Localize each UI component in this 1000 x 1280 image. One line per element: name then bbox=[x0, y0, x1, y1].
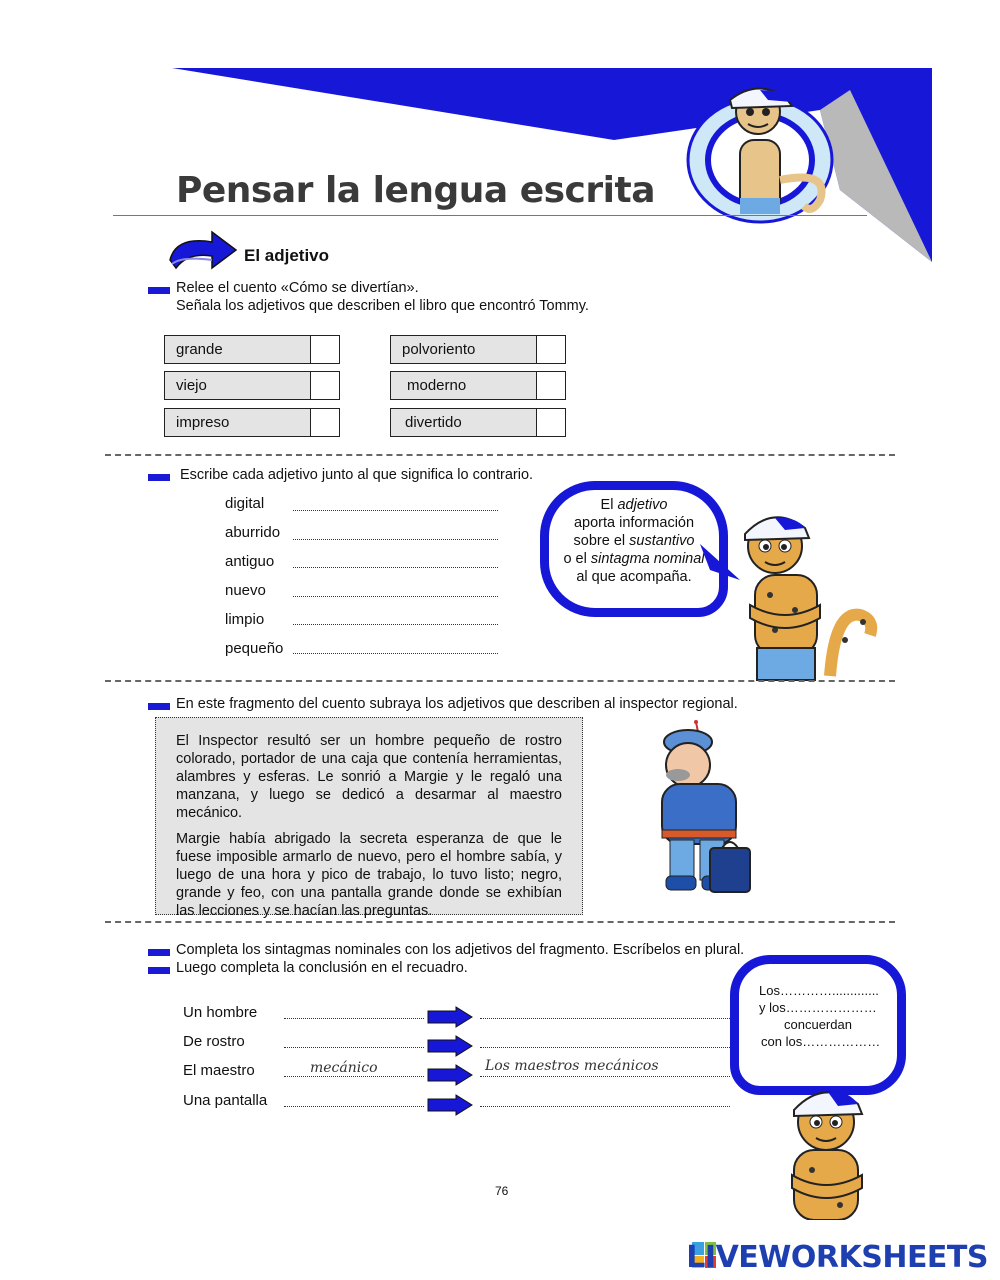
story-fragment-box bbox=[155, 717, 583, 919]
option-label: viejo bbox=[165, 372, 311, 399]
bubble-text: sintagma nominal bbox=[590, 551, 705, 567]
arrow-right-icon bbox=[426, 1064, 474, 1086]
exercise2-instruction: Escribe cada adjetivo junto al que significa lo contrario. bbox=[180, 467, 534, 483]
plural-blank[interactable] bbox=[480, 1106, 730, 1107]
option-label: divertido bbox=[391, 409, 537, 436]
option-label: grande bbox=[165, 336, 311, 363]
title-divider bbox=[113, 215, 867, 216]
section-divider bbox=[105, 921, 895, 923]
example-adjective: mecánico bbox=[310, 1060, 378, 1076]
bullet-marker bbox=[148, 949, 170, 956]
option-label: moderno bbox=[391, 372, 537, 399]
option-impreso bbox=[164, 408, 340, 437]
antonym-word: antiguo bbox=[225, 553, 275, 570]
story-paragraph[interactable]: Margie había abrigado la secreta esperanza de que le fuese imposible armarlo de nuevo, pero el hombre sabía, y luego de una hora y pico de trabajo, lo tuvo listo; negro, grande y feo, con una pantalla grande donde se exhibían las lecciones y se hacían las preguntas. bbox=[176, 831, 562, 919]
answer-line[interactable] bbox=[293, 539, 498, 540]
bubble-text: sobre el bbox=[573, 533, 630, 549]
phrase-label: Una pantalla bbox=[183, 1092, 268, 1109]
bubble-text: aporta información bbox=[573, 515, 695, 531]
bullet-marker bbox=[148, 703, 170, 710]
answer-line[interactable] bbox=[293, 624, 498, 625]
answer-line[interactable] bbox=[293, 596, 498, 597]
plural-blank[interactable] bbox=[480, 1018, 730, 1019]
example-plural: Los maestros mecánicos bbox=[485, 1058, 659, 1074]
section-heading: El adjetivo bbox=[244, 246, 330, 265]
adjective-blank[interactable] bbox=[284, 1018, 424, 1019]
phrase-label: Un hombre bbox=[183, 1004, 258, 1021]
adjective-blank[interactable] bbox=[284, 1047, 424, 1048]
answer-line[interactable] bbox=[293, 567, 498, 568]
phrase-label: De rostro bbox=[183, 1033, 245, 1050]
bubble-text: sustantivo bbox=[629, 533, 695, 549]
jaguar-mascot-icon bbox=[725, 500, 890, 682]
bubble-text: El bbox=[600, 497, 618, 513]
header-banner bbox=[0, 0, 1000, 280]
answer-line[interactable] bbox=[293, 653, 498, 654]
arrow-right-icon bbox=[426, 1006, 474, 1028]
arrow-right-icon bbox=[426, 1094, 474, 1116]
option-label: impreso bbox=[165, 409, 311, 436]
antonym-word: limpio bbox=[225, 611, 265, 628]
option-checkbox[interactable] bbox=[537, 336, 565, 363]
option-polvoriento bbox=[390, 335, 566, 364]
inspector-icon bbox=[648, 720, 763, 900]
antonym-word: digital bbox=[225, 495, 265, 512]
option-checkbox[interactable] bbox=[537, 372, 565, 399]
exercise3-instruction: En este fragmento del cuento subraya los adjetivos que describen al inspector regional. bbox=[176, 696, 738, 712]
page-title: Pensar la lengua escrita bbox=[176, 170, 655, 211]
option-grande bbox=[164, 335, 340, 364]
arrow-icon bbox=[166, 230, 238, 272]
exercise4-line1: Completa los sintagmas nominales con los adjetivos del fragmento. Escríbelos en plural. bbox=[176, 942, 745, 958]
bullet-marker bbox=[148, 967, 170, 974]
option-checkbox[interactable] bbox=[311, 372, 339, 399]
conclusion-text[interactable]: con los……………… bbox=[761, 1034, 881, 1049]
option-divertido bbox=[390, 408, 566, 437]
bullet-marker bbox=[148, 287, 170, 294]
option-viejo bbox=[164, 371, 340, 400]
option-label: polvoriento bbox=[391, 336, 537, 363]
bubble-text: adjetivo bbox=[617, 497, 668, 513]
bullet-marker bbox=[148, 474, 170, 481]
plural-blank bbox=[480, 1076, 730, 1077]
brand-logo[interactable]: LIVEWORKSHEETS bbox=[686, 1240, 988, 1275]
bubble-text: o el bbox=[563, 551, 591, 567]
answer-line[interactable] bbox=[293, 510, 498, 511]
option-checkbox[interactable] bbox=[537, 409, 565, 436]
exercise4-line2: Luego completa la conclusión en el recuadro. bbox=[176, 960, 468, 976]
option-checkbox[interactable] bbox=[311, 409, 339, 436]
page-number: 76 bbox=[495, 1184, 509, 1198]
exercise1-line2: Señala los adjetivos que describen el libro que encontró Tommy. bbox=[176, 298, 589, 314]
exercise1-line1: Relee el cuento «Cómo se divertían». bbox=[176, 280, 419, 296]
adjective-blank[interactable] bbox=[284, 1106, 424, 1107]
jaguar-mascot-icon bbox=[782, 1080, 872, 1220]
conclusion-speech-bubble bbox=[730, 955, 906, 1095]
story-paragraph[interactable]: El Inspector resultó ser un hombre pequeño de rostro colorado, portador de una caja que contenía herramientas, alambres y esferas. Le sonrió a Margie y le regaló una manzana, y luego se dedicó a desarmar al maestro mecánico. bbox=[176, 733, 562, 821]
section-divider bbox=[105, 680, 895, 682]
conclusion-text[interactable]: y los………………… bbox=[759, 1000, 877, 1015]
plural-blank[interactable] bbox=[480, 1047, 730, 1048]
antonym-word: pequeño bbox=[225, 640, 284, 657]
option-moderno bbox=[390, 371, 566, 400]
arrow-right-icon bbox=[426, 1035, 474, 1057]
antonym-word: aburrido bbox=[225, 524, 281, 541]
conclusion-text: concuerdan bbox=[784, 1017, 852, 1032]
adjective-blank bbox=[284, 1076, 424, 1077]
antonym-word: nuevo bbox=[225, 582, 266, 599]
conclusion-text[interactable]: Los…………............. bbox=[759, 983, 879, 998]
section-divider bbox=[105, 454, 895, 456]
bubble-text: al que acompaña. bbox=[576, 569, 692, 585]
phrase-label: El maestro bbox=[183, 1062, 255, 1079]
option-checkbox[interactable] bbox=[311, 336, 339, 363]
